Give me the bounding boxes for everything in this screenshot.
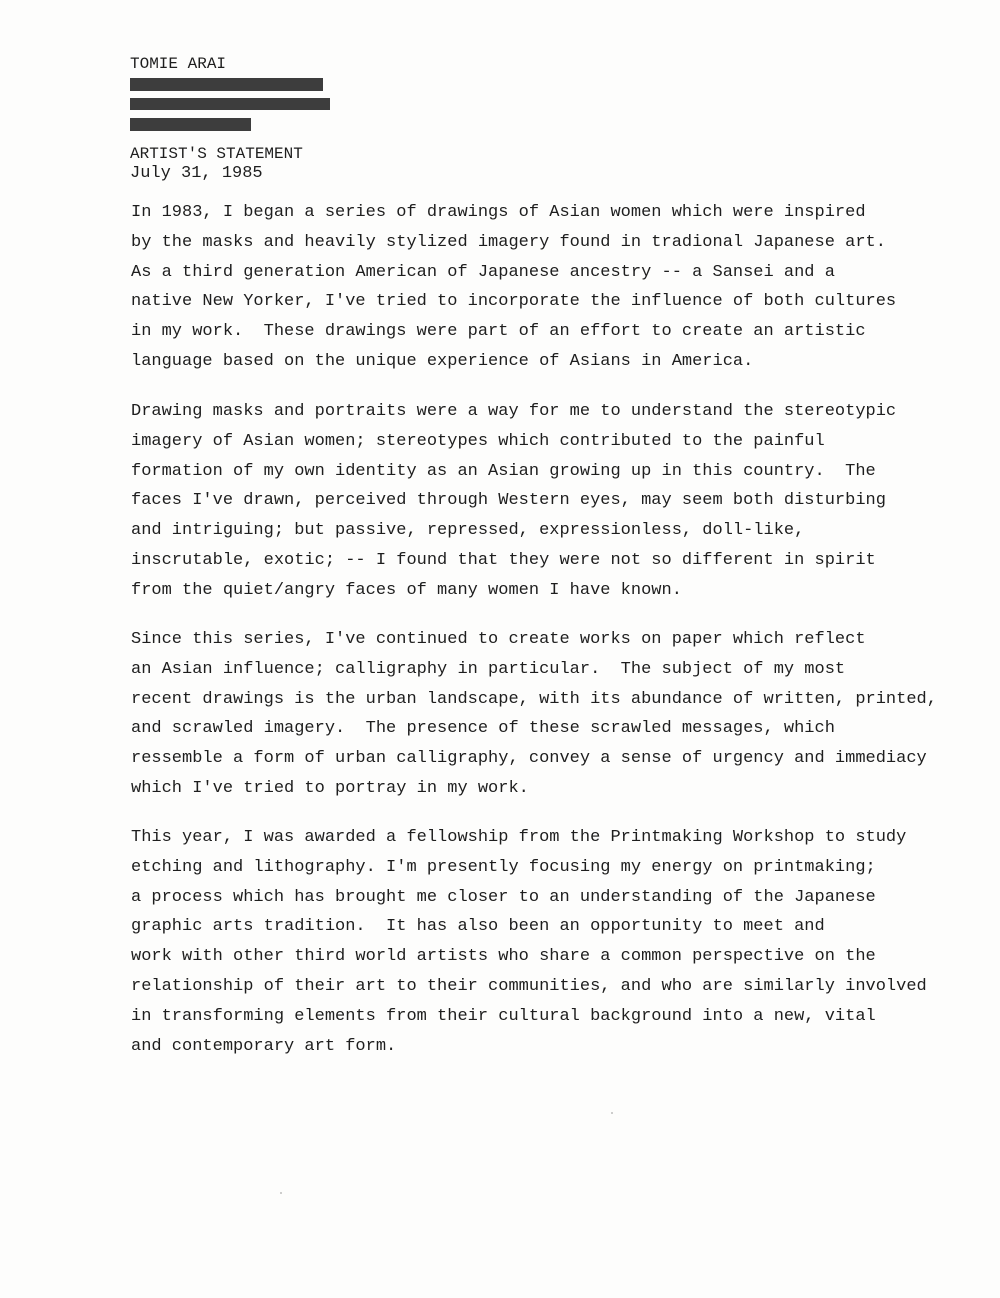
text-line: language based on the unique experience of Asians in America.: [131, 351, 754, 371]
text-line: from the quiet/angry faces of many women I have known.: [131, 580, 682, 600]
text-line: graphic arts tradition. It has also been an opportunity to meet and: [131, 917, 825, 937]
text-line: relationship of their art to their communities, and who are similarly involved: [131, 976, 927, 996]
text-line: imagery of Asian women; stereotypes which contributed to the painful: [131, 431, 825, 451]
text-line: and contemporary art form.: [131, 1036, 397, 1056]
text-line: by the masks and heavily stylized imagery found in tradional Japanese art.: [131, 232, 886, 252]
text-line: faces I've drawn, perceived through Western eyes, may seem both disturbing: [131, 491, 886, 511]
text-line: and intriguing; but passive, repressed, expressionless, doll-like,: [131, 521, 805, 541]
redaction-bar: [130, 78, 323, 91]
statement-date: July 31, 1985: [130, 164, 263, 183]
text-line: This year, I was awarded a fellowship from the Printmaking Workshop to study: [131, 828, 907, 847]
text-line: Drawing masks and portraits were a way for me to understand the stereotypic: [131, 402, 897, 421]
paragraph-2: [131, 397, 896, 606]
text-line: As a third generation American of Japanese ancestry -- a Sansei and a: [131, 262, 835, 282]
text-line: etching and lithography. I'm presently focusing my energy on printmaking;: [131, 857, 876, 877]
text-line: and scrawled imagery. The presence of these scrawled messages, which: [131, 719, 835, 739]
paragraph-3: [131, 625, 937, 804]
redaction-bar: [130, 118, 251, 131]
text-line: ressemble a form of urban calligraphy, convey a sense of urgency and immediacy: [131, 749, 927, 769]
paragraph-4: [131, 823, 927, 1061]
text-line: in my work. These drawings were part of an effort to create an artistic: [131, 322, 866, 342]
text-line: Since this series, I've continued to create works on paper which reflect: [131, 630, 866, 649]
text-line: an Asian influence; calligraphy in particular. The subject of my most: [131, 659, 846, 679]
text-line: work with other third world artists who share a common perspective on the: [131, 947, 876, 967]
text-line: a process which has brought me closer to an understanding of the Japanese: [131, 887, 876, 907]
text-line: native New Yorker, I've tried to incorporate the influence of both cultures: [131, 292, 897, 312]
redaction-bar: [130, 98, 330, 110]
text-line: in transforming elements from their cultural background into a new, vital: [131, 1006, 876, 1026]
paper-speck: [611, 1112, 613, 1114]
paragraph-1: [131, 198, 896, 377]
paper-speck: [280, 1192, 282, 1194]
text-line: recent drawings is the urban landscape, with its abundance of written, printed,: [131, 689, 937, 709]
text-line: which I've tried to portray in my work.: [131, 778, 529, 798]
author-name: TOMIE ARAI: [130, 55, 227, 73]
statement-title: ARTIST'S STATEMENT: [130, 145, 303, 163]
text-line: formation of my own identity as an Asian growing up in this country. The: [131, 461, 876, 481]
text-line: In 1983, I began a series of drawings of Asian women which were inspired: [131, 203, 866, 222]
text-line: inscrutable, exotic; -- I found that they were not so different in spirit: [131, 550, 876, 570]
